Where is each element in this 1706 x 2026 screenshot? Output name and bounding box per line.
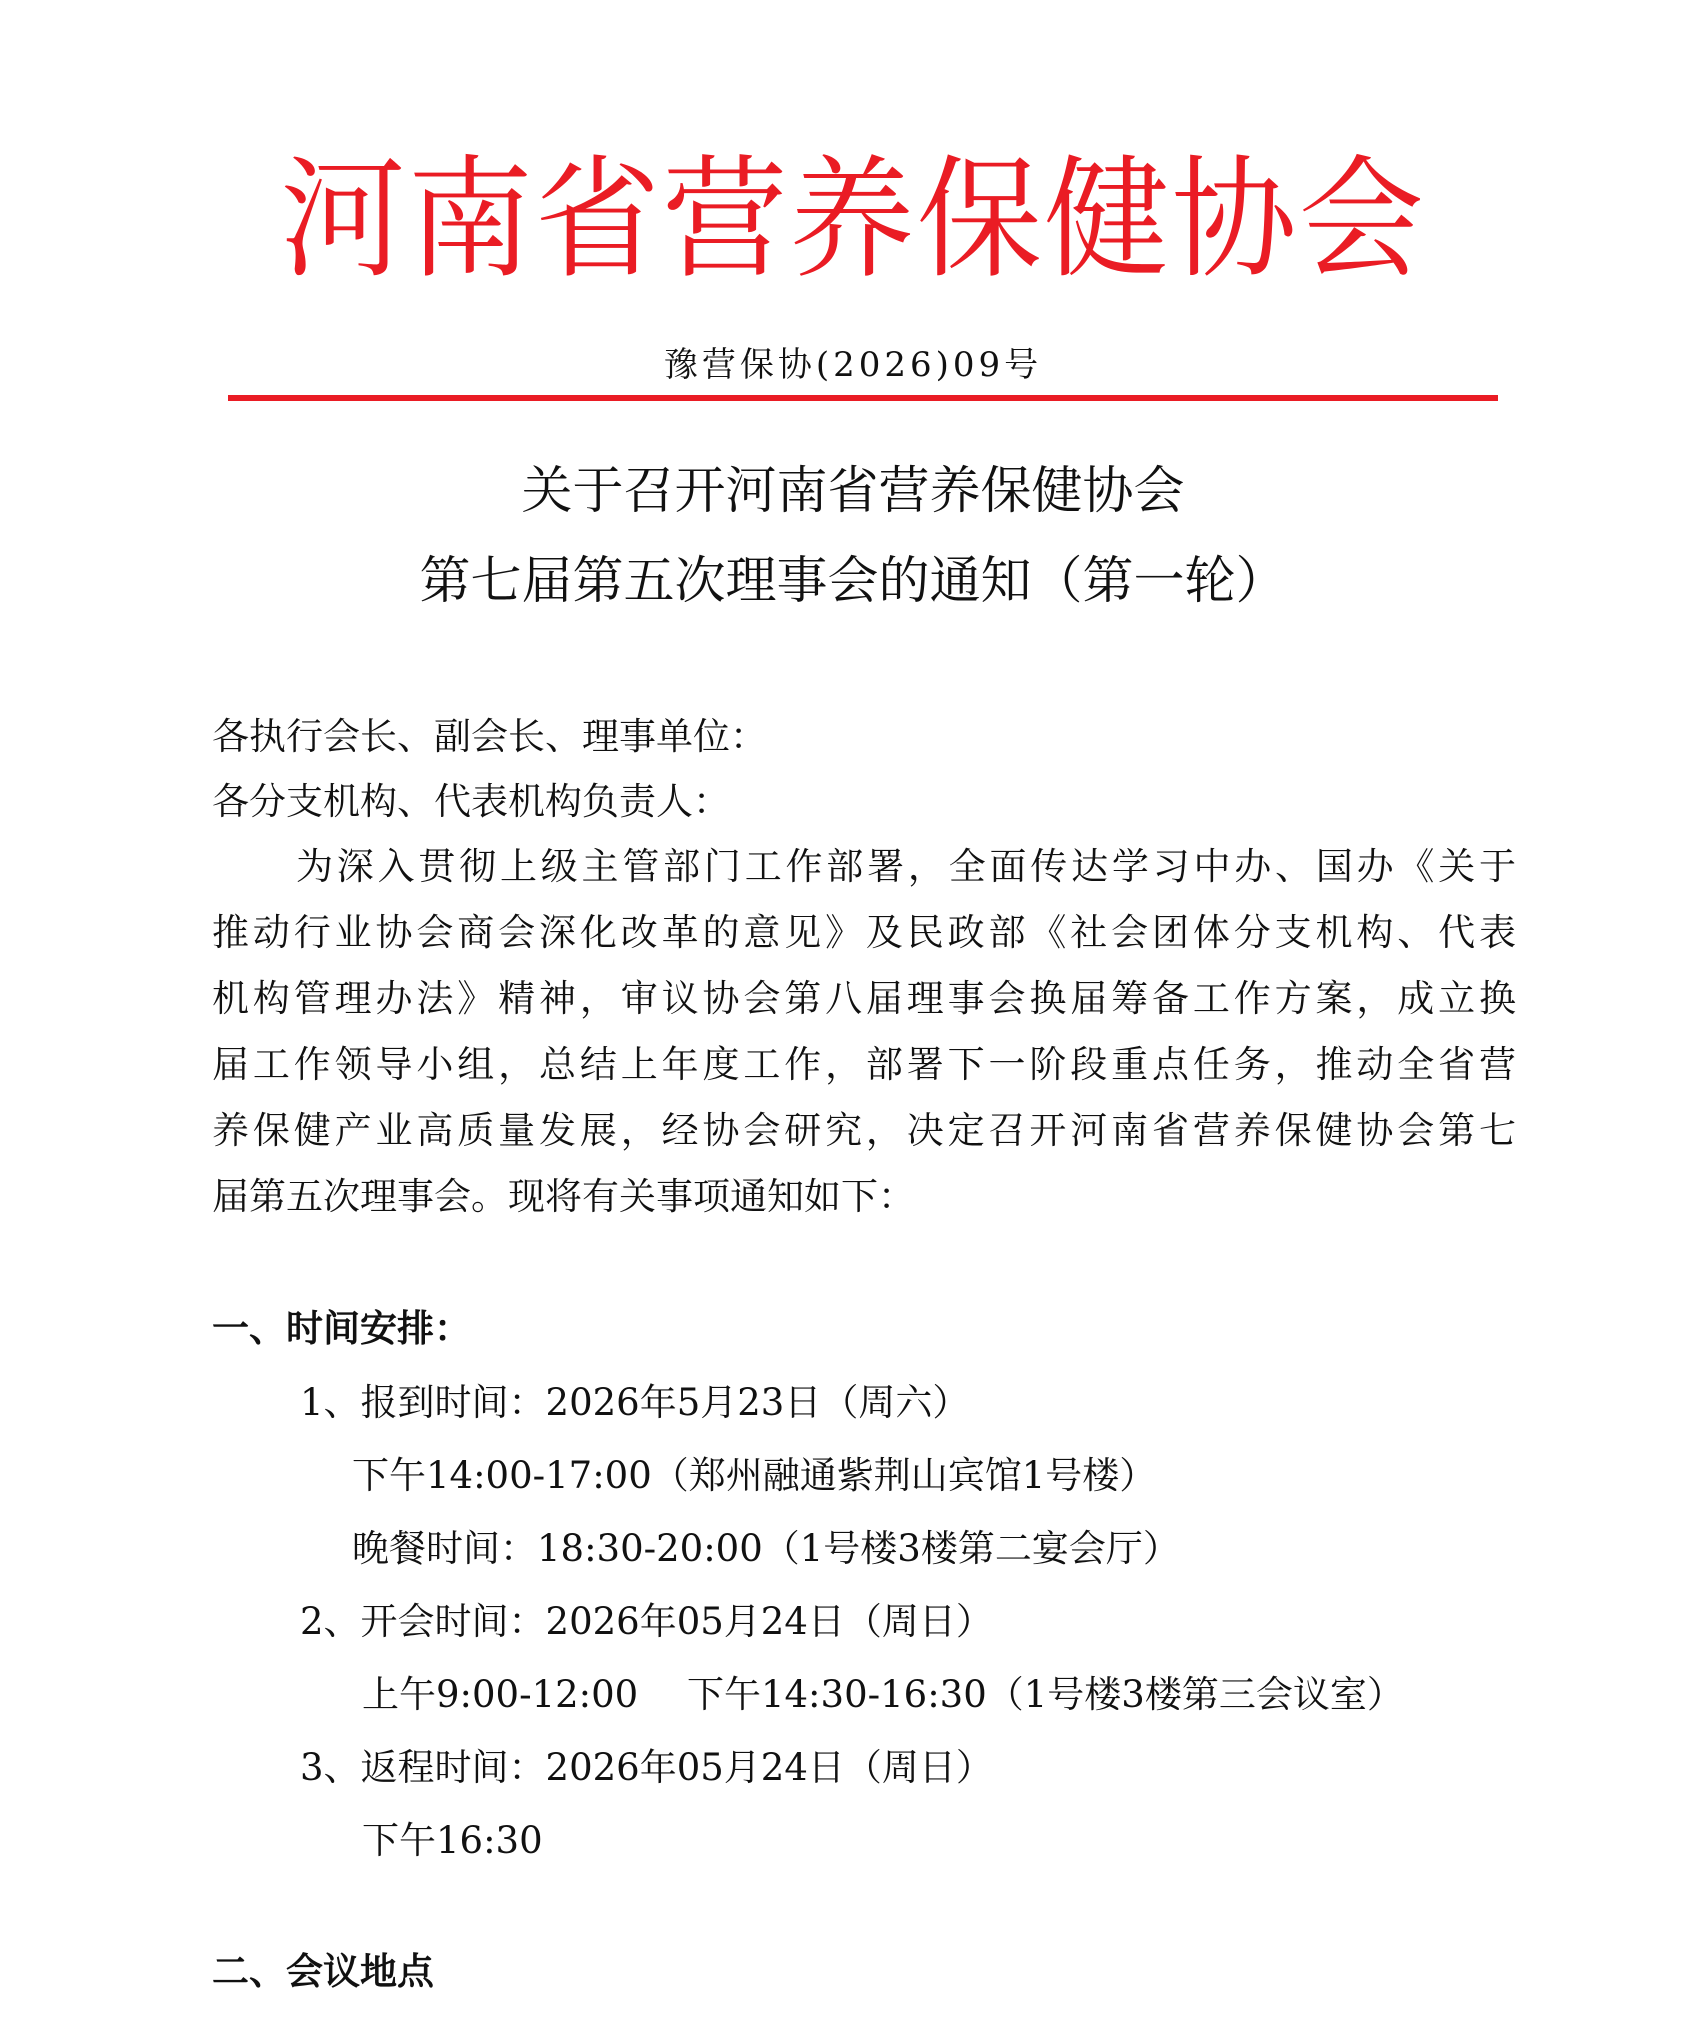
- body-paragraph-line: 为深入贯彻上级主管部门工作部署，全面传达学习中办、国办《关于: [296, 845, 1516, 888]
- body-paragraph-line: 届第五次理事会。现将有关事项通知如下：: [212, 1175, 915, 1218]
- body-paragraph-line: 养保健产业高质量发展，经协会研究，决定召开河南省营养保健协会第七: [212, 1109, 1516, 1152]
- schedule-item-3-label: 3、返程时间：2026年05月24日（周日）: [300, 1746, 993, 1789]
- document-number: 豫营保协(2026)09号: [663, 345, 1043, 385]
- masthead-divider: [228, 395, 1498, 401]
- masthead-title: 河南省营养保健协会: [280, 143, 1426, 297]
- salutation-line-1: 各执行会长、副会长、理事单位：: [212, 715, 767, 758]
- schedule-item-1-label: 1、报到时间：2026年5月23日（周六）: [300, 1381, 970, 1424]
- body-paragraph-line: 届工作领导小组，总结上年度工作，部署下一阶段重点任务，推动全省营: [212, 1043, 1516, 1086]
- notice-title-line-1: 关于召开河南省营养保健协会: [521, 462, 1185, 521]
- notice-title-line-2: 第七届第五次理事会的通知（第一轮）: [419, 552, 1287, 611]
- schedule-item-1-afternoon: 下午14:00-17:00（郑州融通紫荆山宾馆1号楼）: [352, 1454, 1157, 1497]
- schedule-item-2-sessions: 上午9:00-12:00 下午14:30-16:30（1号楼3楼第三会议室）: [362, 1673, 1404, 1716]
- section-1-heading: 一、时间安排：: [212, 1306, 471, 1350]
- salutation-line-2: 各分支机构、代表机构负责人：: [212, 780, 730, 823]
- schedule-item-2-label: 2、开会时间：2026年05月24日（周日）: [300, 1600, 993, 1643]
- body-paragraph-line: 机构管理办法》精神，审议协会第八届理事会换届筹备工作方案，成立换: [212, 977, 1516, 1020]
- section-2-heading: 二、会议地点: [212, 1949, 434, 1993]
- schedule-item-3-time: 下午16:30: [362, 1819, 543, 1862]
- schedule-item-1-dinner: 晚餐时间：18:30-20:00（1号楼3楼第二宴会厅）: [352, 1527, 1180, 1570]
- body-paragraph-line: 推动行业协会商会深化改革的意见》及民政部《社会团体分支机构、代表: [212, 911, 1516, 954]
